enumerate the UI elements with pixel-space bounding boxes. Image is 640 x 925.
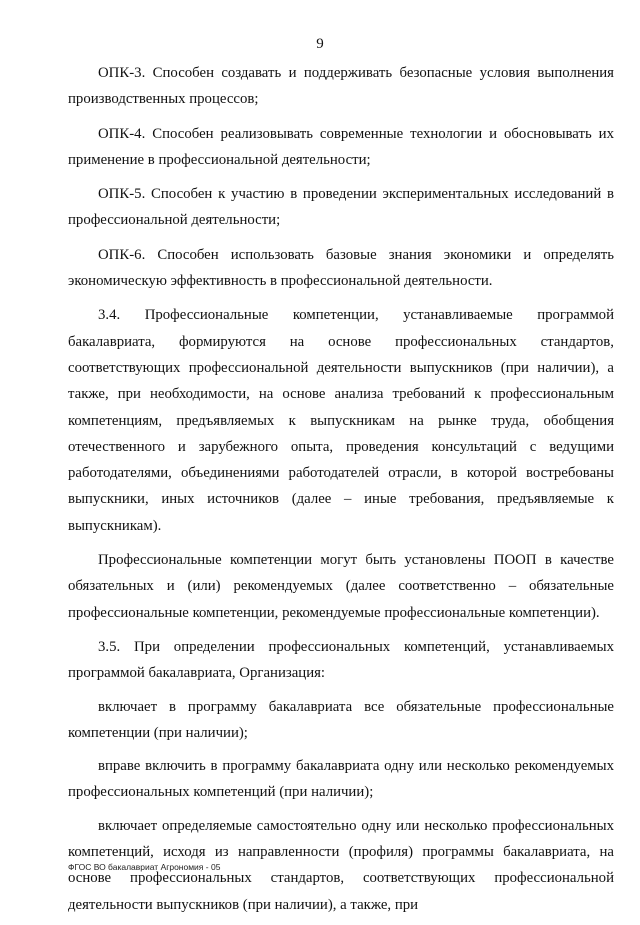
page-number: 9 <box>316 36 324 52</box>
paragraph-professional-competencies: Профессиональные компетенции могут быть установлены ПООП в качестве обязательных и (или) рекомендуемых (далее соответственно – обязательные профессиональные компетенции, рекомендуемые профессиональные компетенции). <box>68 552 614 621</box>
list-item-self-defined: включает определяемые самостоятельно одну или несколько профессиональных компетенций, исходя из направленности (профиля) программы бакалавриата, на основе профессиональных стандартов, соответствующих профессиональной деятельности выпускников (при наличии), а также, при <box>68 817 614 913</box>
paragraph-opk6: ОПК-6. Способен использовать базовые знания экономики и определять экономическую эффективность в профессиональной деятельности. <box>68 246 614 290</box>
list-item-mandatory: включает в программу бакалавриата все обязательные профессиональные компетенции (при наличии); <box>68 698 614 741</box>
paragraph-opk5: ОПК-5. Способен к участию в проведении экспериментальных исследований в профессиональной деятельности; <box>68 186 614 229</box>
paragraph-opk3: ОПК-3. Способен создавать и поддерживать безопасные условия выполнения производственных процессов; <box>68 65 614 108</box>
list-item-recommended: вправе включить в программу бакалавриата одну или несколько рекомендуемых профессиональных компетенций (при наличии); <box>68 758 614 801</box>
paragraph-opk4: ОПК-4. Способен реализовывать современные технологии и обосновывать их применение в профессиональной деятельности; <box>68 125 614 168</box>
paragraph-section-3-5: 3.5. При определении профессиональных компетенций, устанавливаемых программой бакалавриата, Организация: <box>68 638 614 682</box>
paragraph-section-3-4: 3.4. Профессиональные компетенции, устанавливаемые программой бакалавриата, формируются на основе профессиональных стандартов, соответствующих профессиональной деятельности выпускников (при наличии), а также, при необходимости, на основе анализа требований к профессиональным компетенциям, предъявляемых к выпускникам на рынке труда, обобщения отечественного и зарубежного опыта, проведения консультаций с ведущими работодателями, объединениями работодателей отрасли, в которой востребованы выпускники, иных источников (далее – иные требования, предъявляемые к выпускникам). <box>68 307 614 534</box>
page-footer: ФГОС ВО бакалавриат Агрономия - 05 <box>68 862 221 872</box>
document-body <box>68 60 614 925</box>
